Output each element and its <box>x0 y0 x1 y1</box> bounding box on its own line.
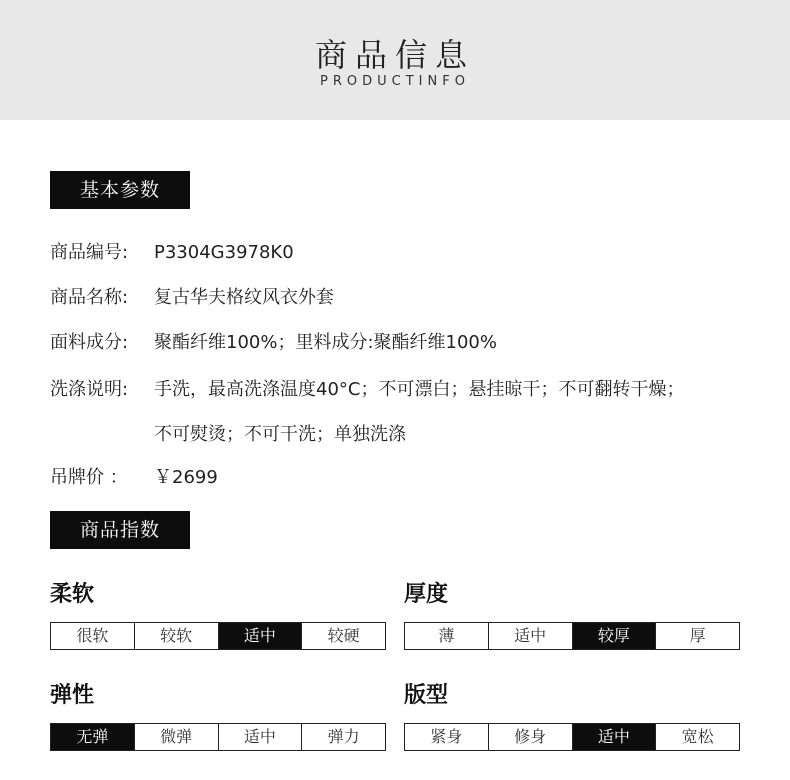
param-value: 聚酯纤维100%；里料成分:聚酯纤维100% <box>154 332 497 353</box>
index-title-fit: 版型 <box>404 683 449 708</box>
scale-option: 紧身 <box>405 724 489 750</box>
index-title-softness: 柔软 <box>50 582 95 607</box>
param-row-name <box>50 283 334 309</box>
param-label: 面料成分: <box>50 332 129 353</box>
section-label-index: 商品指数 <box>50 511 190 549</box>
scale-option: 无弹 <box>51 724 135 750</box>
scale-option: 薄 <box>405 623 489 649</box>
scale-elasticity <box>50 723 386 751</box>
scale-option: 弹力 <box>327 727 360 746</box>
param-row-wash <box>50 375 684 401</box>
param-value: ￥2699 <box>154 467 218 488</box>
index-title-elasticity: 弹性 <box>50 683 95 708</box>
scale-option: 适中 <box>219 724 303 750</box>
param-value: 复古华夫格纹风衣外套 <box>154 287 334 308</box>
scale-option: 微弹 <box>135 724 219 750</box>
scale-softness <box>50 622 386 650</box>
param-row-material <box>50 328 497 354</box>
scale-option: 适中 <box>573 724 657 750</box>
param-wash-continued: 不可熨烫；不可干洗；单独洗涤 <box>154 424 406 445</box>
scale-option: 较厚 <box>573 623 657 649</box>
scale-option: 修身 <box>489 724 573 750</box>
index-title-thickness: 厚度 <box>404 582 449 607</box>
scale-thickness <box>404 622 740 650</box>
scale-option: 较软 <box>135 623 219 649</box>
param-row-price <box>50 463 218 489</box>
param-label: 洗涤说明: <box>50 379 129 400</box>
scale-option: 厚 <box>689 626 706 645</box>
section-label-basic: 基本参数 <box>50 171 190 209</box>
scale-option: 很软 <box>51 623 135 649</box>
param-label: 商品编号: <box>50 242 129 263</box>
scale-option: 适中 <box>219 623 303 649</box>
param-label: 商品名称: <box>50 287 129 308</box>
scale-option: 宽松 <box>681 727 714 746</box>
scale-option: 较硬 <box>327 626 360 645</box>
header-banner <box>0 0 790 120</box>
param-value: 手洗，最高洗涤温度40°C；不可漂白；悬挂晾干；不可翻转干燥； <box>154 379 685 400</box>
scale-fit <box>404 723 740 751</box>
page-title: 商品信息 <box>314 36 475 74</box>
param-row-code <box>50 238 294 264</box>
scale-option: 适中 <box>489 623 573 649</box>
param-value: P3304G3978K0 <box>154 242 294 263</box>
param-label: 吊牌价 ： <box>50 467 128 488</box>
page-subtitle: PRODUCTINFO <box>320 74 470 89</box>
